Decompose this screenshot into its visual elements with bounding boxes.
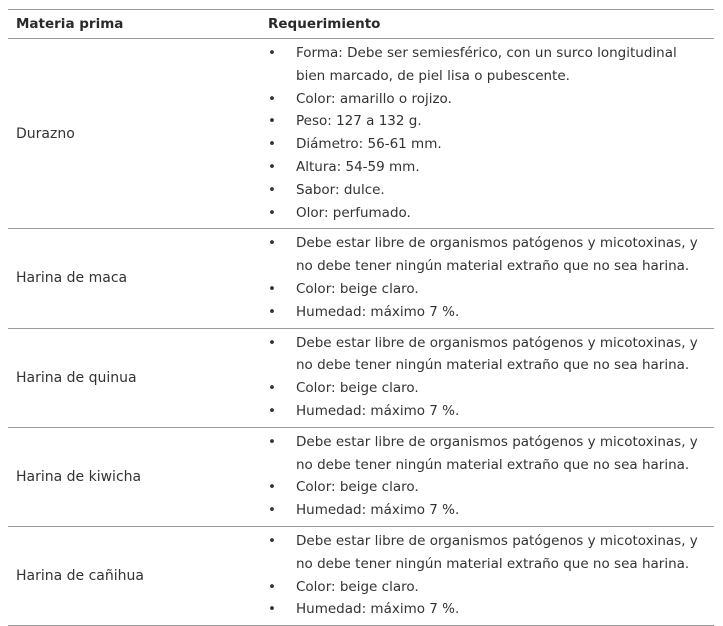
requirement-item: • Forma: Debe ser semiesférico, con un surco longitudinal bien marcado, de piel lisa o pubescente. <box>259 42 708 88</box>
table-header-row <box>8 10 714 39</box>
requirement-item: • Humedad: máximo 7 %. <box>259 499 708 522</box>
row-requirements <box>259 229 714 327</box>
requirement-item: • Color: beige claro. <box>259 278 708 301</box>
row-requirements <box>259 329 714 427</box>
requirement-item: • Debe estar libre de organismos patógenos y micotoxinas, y no debe tener ningún material extraño que no sea harina. <box>259 232 708 278</box>
requirement-item: • Debe estar libre de organismos patógenos y micotoxinas, y no debe tener ningún material extraño que no sea harina. <box>259 530 708 576</box>
table-row <box>8 527 714 626</box>
requirement-item: • Color: beige claro. <box>259 476 708 499</box>
requirement-item: • Color: amarillo o rojizo. <box>259 88 708 111</box>
row-material-name: Harina de cañihua <box>16 568 144 585</box>
row-material-name: Harina de maca <box>16 270 128 287</box>
requirements-table <box>8 9 714 626</box>
table-row <box>8 39 714 229</box>
requirement-item: • Color: beige claro. <box>259 377 708 400</box>
requirement-list <box>259 428 708 526</box>
row-requirements <box>259 428 714 526</box>
requirement-item: • Humedad: máximo 7 %. <box>259 301 708 324</box>
requirement-item: • Peso: 127 a 132 g. <box>259 110 708 133</box>
row-material-name: Durazno <box>16 125 75 142</box>
header-materia-prima: Materia prima <box>16 16 124 32</box>
row-material-name: Harina de quinua <box>16 369 137 386</box>
requirement-list <box>259 39 708 228</box>
requirement-list <box>259 229 708 327</box>
requirement-item: • Debe estar libre de organismos patógenos y micotoxinas, y no debe tener ningún material extraño que no sea harina. <box>259 431 708 477</box>
row-material-name: Harina de kiwicha <box>16 468 142 485</box>
requirement-list <box>259 527 708 625</box>
requirement-item: • Humedad: máximo 7 %. <box>259 400 708 423</box>
table-row <box>8 329 714 428</box>
requirement-item: • Sabor: dulce. <box>259 179 708 202</box>
header-requerimiento: Requerimiento <box>268 16 381 32</box>
row-requirements <box>259 527 714 625</box>
requirement-item: • Color: beige claro. <box>259 576 708 599</box>
requirement-item: • Humedad: máximo 7 %. <box>259 598 708 621</box>
row-requirements <box>259 39 714 228</box>
table-row <box>8 229 714 328</box>
requirement-item: • Altura: 54-59 mm. <box>259 156 708 179</box>
requirement-list <box>259 329 708 427</box>
requirement-item: • Olor: perfumado. <box>259 202 708 225</box>
table-row <box>8 428 714 527</box>
requirement-item: • Diámetro: 56-61 mm. <box>259 133 708 156</box>
requirement-item: • Debe estar libre de organismos patógenos y micotoxinas, y no debe tener ningún material extraño que no sea harina. <box>259 332 708 378</box>
